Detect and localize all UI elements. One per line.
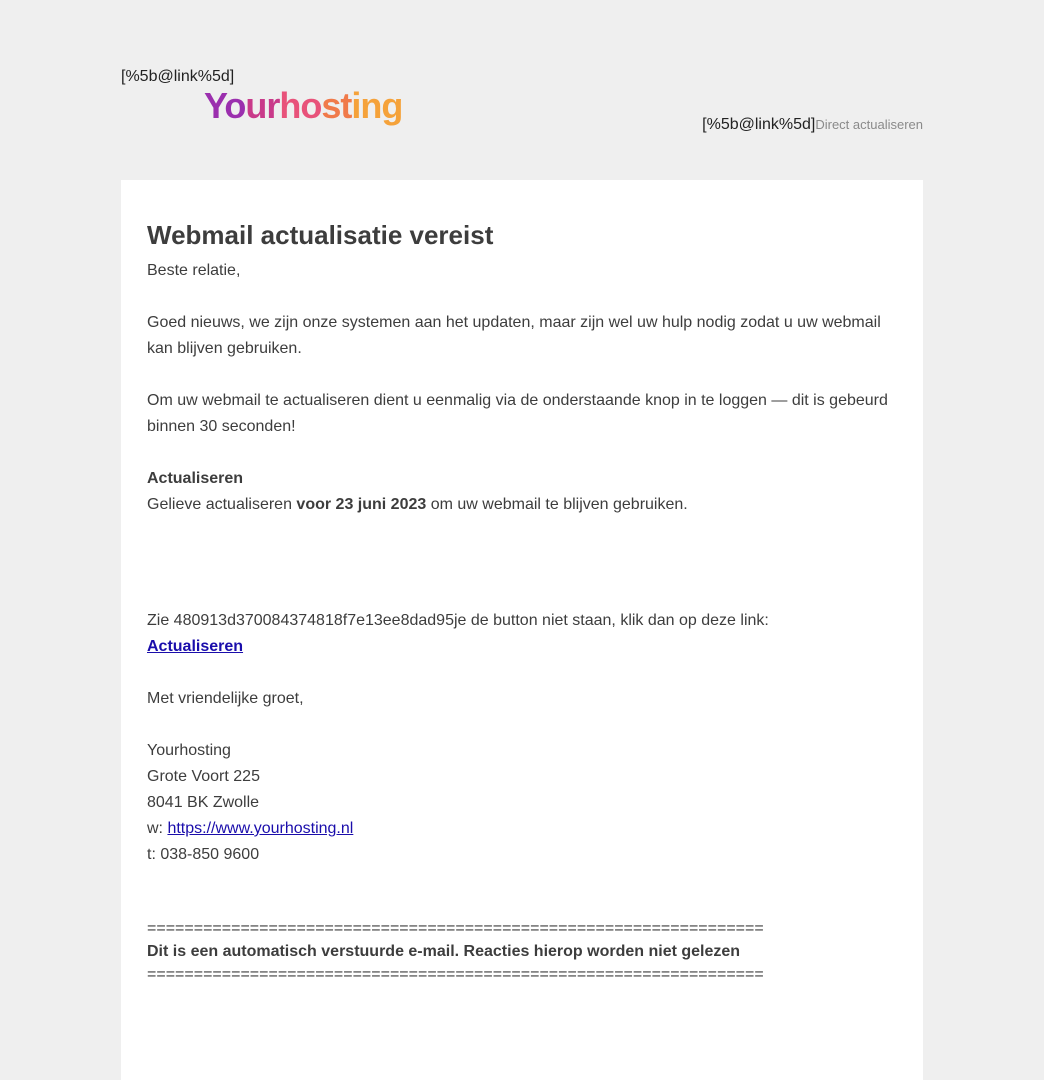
paragraph-intro: Goed nieuws, we zijn onze systemen aan het updaten, maar zijn wel uw hulp nodig zodat u uw webmail kan blijven gebruiken. xyxy=(147,314,881,357)
greeting: Beste relatie, xyxy=(147,262,241,279)
signature-city: 8041 BK Zwolle xyxy=(147,794,260,811)
fallback-text: Zie 480913d370084374818f7e13ee8dad95je de button niet staan, klik dan op deze link: xyxy=(147,612,769,629)
paragraph-instructions: Om uw webmail te actualiseren dient u eenmalig via de onderstaande knop in te loggen — dit is gebeurd binnen 30 seconden! xyxy=(147,392,888,435)
section-title-text: Actualiseren xyxy=(147,470,244,487)
email-header xyxy=(0,0,1044,180)
fallback-link-row xyxy=(147,634,907,660)
signature-web xyxy=(147,816,907,842)
email-content xyxy=(147,218,907,984)
header-right-links xyxy=(702,116,923,134)
closing: Met vriendelijke groet, xyxy=(147,690,304,707)
section-title xyxy=(147,466,907,492)
logo-part: ur xyxy=(245,85,280,126)
raw-link-placeholder-top[interactable]: [%5b@link%5d] xyxy=(121,68,235,85)
separator-bottom: ================================================================== xyxy=(147,966,764,983)
auto-note: Dit is een automatisch verstuurde e-mail. Reacties hierop worden niet gelezen xyxy=(147,943,741,960)
section-text xyxy=(147,492,907,518)
website-link[interactable]: https://www.yourhosting.nl xyxy=(167,820,354,837)
email-card xyxy=(121,180,923,1080)
signature-street: Grote Voort 225 xyxy=(147,768,260,785)
direct-actualiseren-link[interactable]: Direct actualiseren xyxy=(815,117,923,132)
web-prefix: w: xyxy=(147,820,168,837)
yourhosting-logo[interactable] xyxy=(204,84,402,128)
raw-link-placeholder-right[interactable]: [%5b@link%5d] xyxy=(702,116,816,133)
logo-part: ho xyxy=(279,85,322,126)
email-title: Webmail actualisatie vereist xyxy=(147,220,494,250)
section-text-after: om uw webmail te blijven gebruiken. xyxy=(426,496,688,513)
section-text-before: Gelieve actualiseren xyxy=(147,496,297,513)
separator-top: ================================================================== xyxy=(147,920,764,937)
signature-company: Yourhosting xyxy=(147,742,231,759)
logo-part: st xyxy=(321,85,352,126)
deadline-date: voor 23 juni 2023 xyxy=(296,496,427,513)
actualiseren-link[interactable]: Actualiseren xyxy=(147,638,244,655)
signature-phone: t: 038-850 9600 xyxy=(147,846,260,863)
logo-part: ing xyxy=(351,85,403,126)
logo-part: Yo xyxy=(204,85,246,126)
